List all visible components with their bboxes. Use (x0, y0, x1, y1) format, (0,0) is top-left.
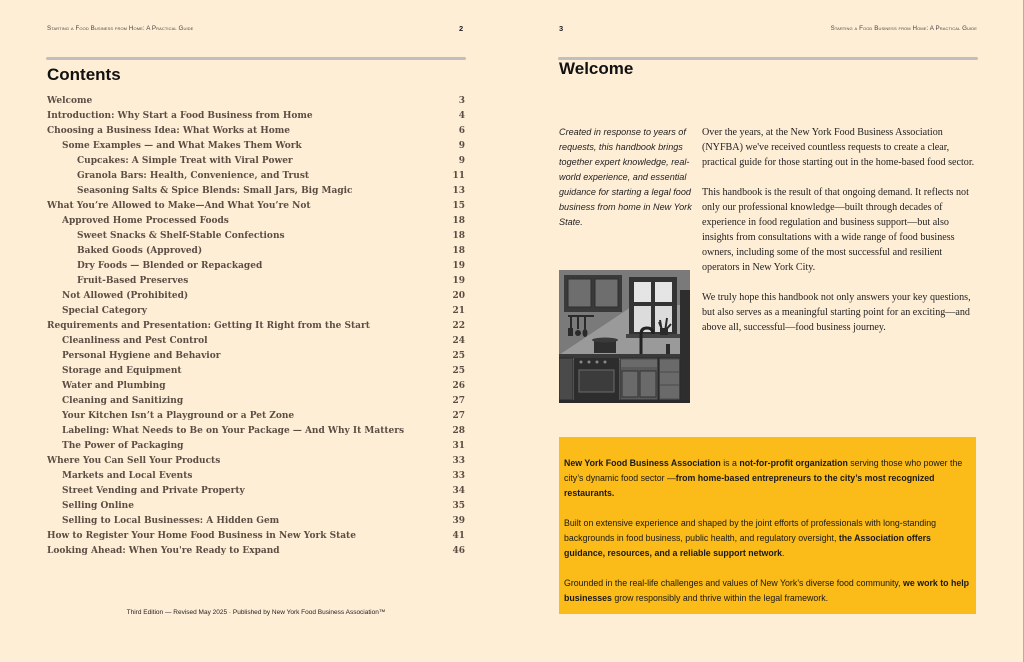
toc-entry-page: 27 (452, 411, 465, 421)
toc-entry-page: 25 (452, 366, 465, 376)
toc-entry[interactable] (47, 531, 465, 546)
toc-entry-title: Approved Home Processed Foods (62, 216, 229, 226)
toc-entry[interactable] (47, 426, 465, 441)
callout-bold: the Association offers guidance, resources, and a reliable support network (564, 533, 931, 558)
toc-entry[interactable] (47, 411, 465, 426)
toc-entry-title: The Power of Packaging (62, 441, 184, 451)
toc-entry-page: 34 (452, 486, 465, 496)
toc-entry-title: Selling to Local Businesses: A Hidden Gem (62, 516, 280, 526)
toc-entry-page: 15 (452, 201, 465, 211)
toc-entry[interactable] (47, 291, 465, 306)
toc-entry-page: 33 (452, 456, 465, 466)
welcome-body (702, 125, 982, 350)
toc-entry[interactable] (47, 141, 465, 156)
toc-entry[interactable] (47, 321, 465, 336)
toc-entry-page: 20 (452, 291, 465, 301)
callout-text: . (782, 548, 785, 558)
toc-entry[interactable] (47, 276, 465, 291)
callout-bold: not-for-profit organization (739, 458, 848, 468)
page-title: Contents (47, 65, 121, 84)
toc-entry-page: 22 (452, 321, 465, 331)
toc-entry-page: 9 (458, 156, 465, 166)
toc-entry-page: 18 (452, 231, 465, 241)
toc-entry-title: Personal Hygiene and Behavior (62, 351, 221, 361)
callout-text: is a (720, 458, 740, 468)
toc-entry[interactable] (47, 216, 465, 231)
toc-entry[interactable] (47, 501, 465, 516)
toc-entry-title: Street Vending and Private Property (62, 486, 245, 496)
toc-entry[interactable] (47, 336, 465, 351)
toc-entry-page: 18 (452, 246, 465, 256)
toc-entry-page: 9 (458, 141, 465, 151)
toc-entry[interactable] (47, 516, 465, 531)
page-title: Welcome (559, 59, 634, 78)
toc-entry-title: Requirements and Presentation: Getting It Right from the Start (47, 321, 370, 331)
callout-paragraph (564, 516, 971, 561)
toc-entry-page: 24 (452, 336, 465, 346)
running-head: Starting a Food Business from Home: A Practical Guide (47, 25, 194, 32)
body-paragraph: This handbook is the result of that ongoing demand. It reflects not only our professional knowledge—built through decades of experience in food regulation and business support—but also insights from consultations with a wide range of food business owners, including some of the most successful and resilient operators in New York City. (702, 187, 969, 273)
toc-entry-title: Fruit-Based Preserves (77, 276, 189, 286)
toc-entry-page: 11 (452, 171, 465, 181)
toc-entry-title: Introduction: Why Start a Food Business from Home (47, 111, 313, 121)
page-number: 2 (459, 24, 464, 33)
toc-entry-title: Choosing a Business Idea: What Works at Home (47, 126, 291, 136)
toc-entry-title: Seasoning Salts & Spice Blends: Small Jars, Big Magic (77, 186, 353, 196)
toc-entry-title: Water and Plumbing (62, 381, 166, 391)
toc-entry[interactable] (47, 471, 465, 486)
toc-entry-title: Selling Online (62, 501, 134, 511)
body-paragraph: Over the years, at the New York Food Business Association (NYFBA) we've received countless requests to create a clear, practical guide for those starting out in the home-based food sector. (702, 127, 975, 168)
toc-entry[interactable] (47, 231, 465, 246)
toc-entry-page: 19 (452, 276, 465, 286)
toc-entry-title: Some Examples — and What Makes Them Work (62, 141, 302, 151)
toc-entry[interactable] (47, 171, 465, 186)
running-head: Starting a Food Business from Home: A Practical Guide (830, 25, 977, 32)
callout-bold: from home-based entrepreneurs to the city’s most recognized restaurants. (564, 473, 935, 498)
toc-entry-page: 3 (458, 96, 465, 106)
toc-entry[interactable] (47, 111, 465, 126)
toc-entry[interactable] (47, 156, 465, 171)
toc-entry-page: 13 (452, 186, 465, 196)
toc-entry-title: Granola Bars: Health, Convenience, and Trust (77, 171, 310, 181)
callout-paragraph (564, 456, 971, 501)
toc-entry-title: Markets and Local Events (62, 471, 193, 481)
toc-entry[interactable] (47, 261, 465, 276)
toc-entry-title: Dry Foods — Blended or Repackaged (77, 261, 263, 271)
toc-entry[interactable] (47, 201, 465, 216)
toc-entry-title: Cupcakes: A Simple Treat with Viral Power (77, 156, 293, 166)
toc-entry-title: Welcome (47, 96, 93, 106)
toc-entry-title: Special Category (62, 306, 147, 316)
toc-entry[interactable] (47, 381, 465, 396)
toc-entry-title: How to Register Your Home Food Business in New York State (47, 531, 356, 541)
callout-paragraph (564, 576, 971, 606)
toc-entry-title: Your Kitchen Isn’t a Playground or a Pet Zone (62, 411, 295, 421)
toc-entry-title: What You’re Allowed to Make—And What You’re Not (47, 201, 311, 211)
toc-entry-page: 33 (452, 471, 465, 481)
edition-footer: Third Edition — Revised May 2025 · Published by New York Food Business Association™ (126, 609, 386, 616)
callout-bold: New York Food Business Association (564, 458, 721, 468)
toc-entry[interactable] (47, 351, 465, 366)
toc-entry[interactable] (47, 246, 465, 261)
toc-entry[interactable] (47, 366, 465, 381)
toc-entry-page: 25 (452, 351, 465, 361)
association-callout (559, 437, 976, 614)
toc-entry[interactable] (47, 396, 465, 411)
toc-entry-page: 26 (452, 381, 465, 391)
toc-entry-page: 6 (458, 126, 465, 136)
toc-entry-title: Sweet Snacks & Shelf-Stable Confections (77, 231, 285, 241)
toc-entry-title: Where You Can Sell Your Products (47, 456, 221, 466)
toc-entry-title: Cleaning and Sanitizing (62, 396, 184, 406)
toc-entry-page: 21 (452, 306, 465, 316)
toc-entry-page: 28 (452, 426, 465, 436)
callout-text: serving those who power the city’s dynamic food sector — (564, 458, 963, 483)
toc-entry-title: Storage and Equipment (62, 366, 182, 376)
toc-entry-page: 19 (452, 261, 465, 271)
table-of-contents (47, 96, 465, 561)
toc-entry[interactable] (47, 546, 465, 561)
kitchen-illustration (559, 270, 690, 403)
body-paragraph: We truly hope this handbook not only answers your key questions, but also serves as a meaningful starting point for an exciting—and above all, successful—food business journey. (702, 292, 971, 333)
toc-entry-page: 35 (452, 501, 465, 511)
toc-entry-title: Not Allowed (Prohibited) (62, 291, 189, 301)
toc-entry-page: 31 (452, 441, 465, 451)
toc-entry[interactable] (47, 486, 465, 501)
toc-entry-page: 18 (452, 216, 465, 226)
toc-entry-title: Cleanliness and Pest Control (62, 336, 208, 346)
toc-entry[interactable] (47, 456, 465, 471)
toc-entry-page: 41 (452, 531, 465, 541)
toc-entry-title: Looking Ahead: When You're Ready to Expand (47, 546, 280, 556)
callout-text: Built on extensive experience and shaped by the joint efforts of professionals with long-standing backgrounds in food business, public health, and regulatory oversight, (564, 518, 936, 543)
toc-entry-page: 27 (452, 396, 465, 406)
toc-entry-page: 46 (452, 546, 465, 556)
toc-entry-page: 4 (458, 111, 465, 121)
toc-entry-page: 39 (452, 516, 465, 526)
toc-entry[interactable] (47, 441, 465, 456)
callout-text: grow responsibly and thrive within the legal framework. (611, 593, 829, 603)
toc-entry[interactable] (47, 126, 465, 141)
toc-entry-title: Baked Goods (Approved) (77, 246, 203, 256)
callout-bold: we work to help businesses (564, 578, 970, 603)
header-rule (46, 57, 466, 60)
toc-entry[interactable] (47, 186, 465, 201)
toc-entry-title: Labeling: What Needs to Be on Your Package — And Why It Matters (62, 426, 405, 436)
callout-text: Grounded in the real-life challenges and values of New York’s diverse food community, (564, 578, 904, 588)
toc-entry[interactable] (47, 306, 465, 321)
page-number: 3 (559, 24, 564, 33)
toc-entry[interactable] (47, 96, 465, 111)
sidebar-quote: Created in response to years of requests, this handbook brings together expert knowledge, real-world experience, and essential guidance for starting a legal food business from home in New York State. (559, 127, 692, 227)
